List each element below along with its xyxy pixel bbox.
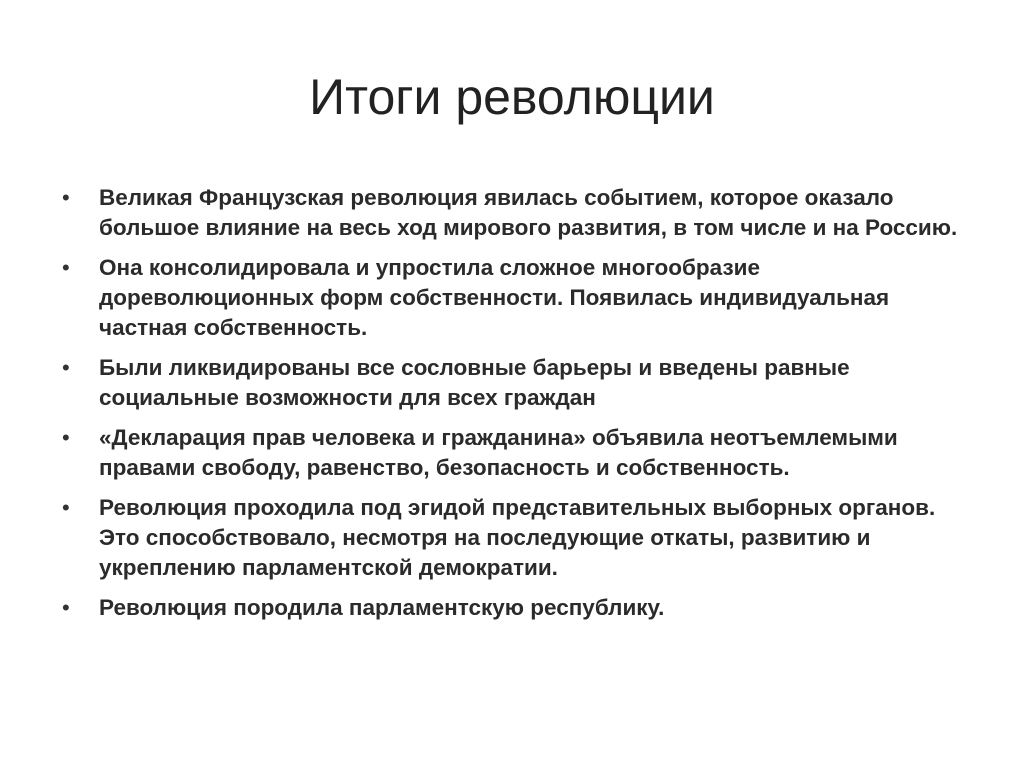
bullet-text: Революция проходила под эгидой представительных выборных органов. Это способствовало, несмотря на последующие откаты, развитию и укреплению парламентской демократии. — [99, 495, 936, 580]
bullet-text: Революция породила парламентскую республику. — [99, 595, 665, 620]
bullet-icon: • — [62, 425, 70, 450]
bullet-text: Она консолидировала и упростила сложное многообразие дореволюционных форм собственности. Появилась индивидуальная частная собственность. — [99, 255, 890, 340]
bullet-item — [62, 353, 962, 413]
bullet-text: Великая Французская революция явилась событием, которое оказало большое влияние на весь ход мирового развития, в том числе и на Россию. — [99, 185, 958, 240]
bullet-list — [62, 183, 962, 633]
bullet-item — [62, 423, 962, 483]
bullet-item — [62, 253, 962, 343]
bullet-text: Были ликвидированы все сословные барьеры и введены равные социальные возможности для всех граждан — [99, 355, 850, 410]
bullet-icon: • — [62, 495, 70, 520]
bullet-item — [62, 183, 962, 243]
bullet-icon: • — [62, 355, 70, 380]
bullet-item — [62, 493, 962, 583]
bullet-icon: • — [62, 595, 70, 620]
bullet-icon: • — [62, 185, 70, 210]
slide-title: Итоги революции — [309, 69, 715, 125]
bullet-text: «Декларация прав человека и гражданина» объявила неотъемлемыми правами свободу, равенство, безопасность и собственность. — [99, 425, 898, 480]
bullet-icon: • — [62, 255, 70, 280]
bullet-item — [62, 593, 962, 623]
